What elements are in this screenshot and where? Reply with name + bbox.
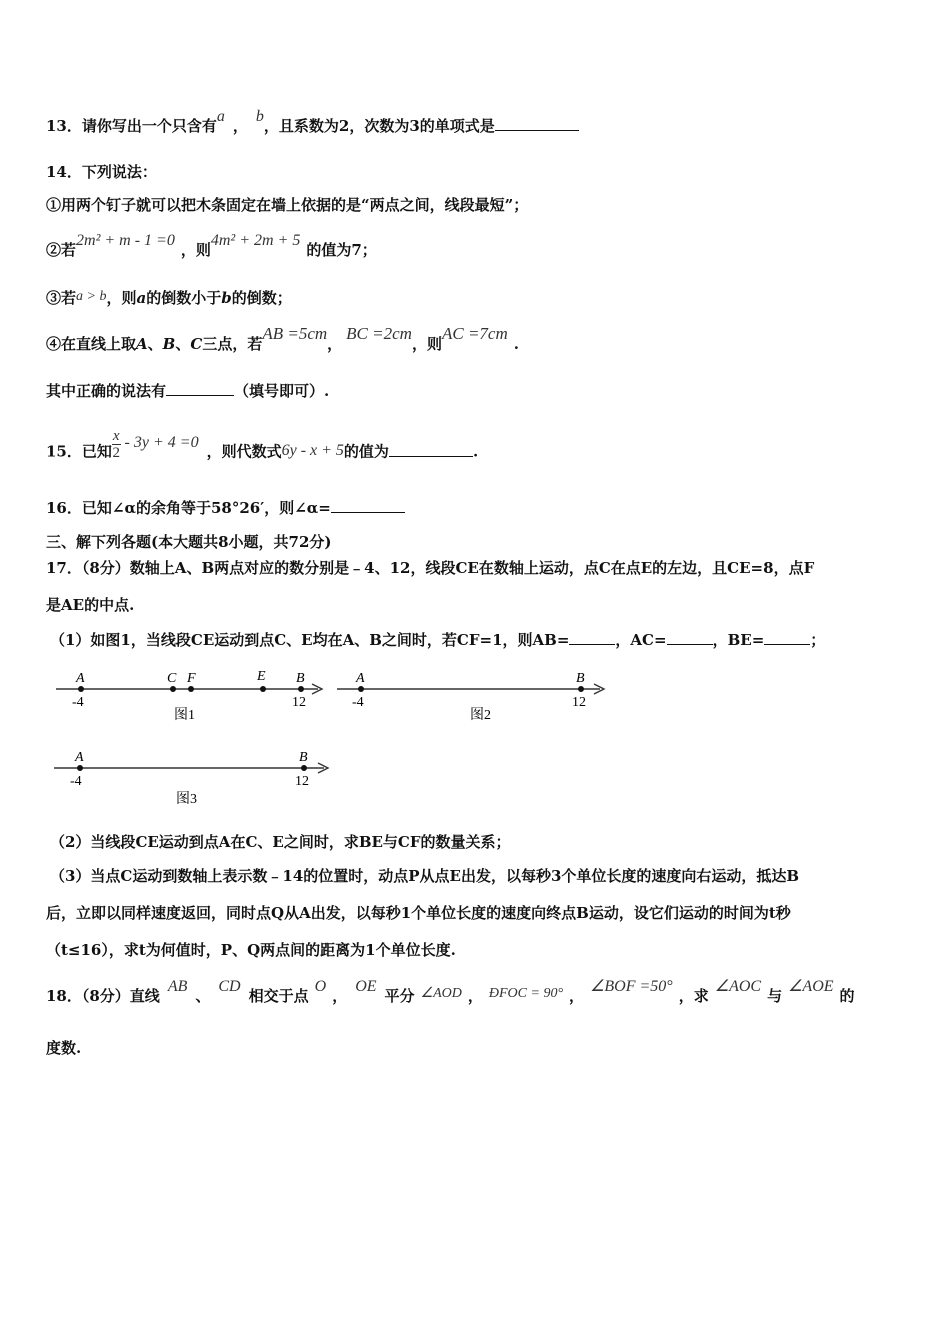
- q14-s3-suffix: 的倒数；: [231, 289, 292, 307]
- q18-oe: OE: [355, 978, 377, 995]
- q18-mid3: ，求: [678, 987, 709, 1005]
- q14-s4-C: C: [190, 335, 203, 353]
- question-18: [46, 978, 855, 1008]
- question-13: [46, 108, 579, 137]
- q17-line-2: 是AE的中点.: [46, 596, 135, 614]
- q15-end: .: [472, 442, 479, 461]
- fig1-value-minus4: -4: [72, 695, 84, 710]
- q14-s3-b: b: [221, 289, 232, 307]
- q13-sep: ，: [232, 117, 248, 135]
- q14-s4-prefix: ④在直线上取: [46, 335, 137, 353]
- fig3-value-minus4: -4: [70, 774, 82, 789]
- fig1-label-C: C: [167, 671, 177, 686]
- fig1-label-A: A: [76, 671, 85, 686]
- q18-mid2: 平分: [384, 987, 415, 1005]
- q14-s3-a: a: [136, 289, 147, 307]
- q17-part-3-line-1: （3）当点C运动到数轴上表示数﹣14的位置时，动点P从点E出发，以每秒3个单位长度的速度向右运动，抵达B: [50, 867, 800, 885]
- fig1-label-F: F: [187, 671, 196, 686]
- fig1-label-E: E: [257, 669, 266, 684]
- q17-ab-blank[interactable]: [569, 630, 615, 645]
- q18-prefix: 18．（8分）直线: [46, 987, 160, 1005]
- q17-ac-blank[interactable]: [667, 630, 713, 645]
- q17-part1-ac: ，AC=: [615, 631, 667, 649]
- q18-ab: AB: [167, 978, 188, 995]
- q18-aod: ∠AOD: [420, 986, 462, 1001]
- q14-s4-A: A: [136, 335, 148, 353]
- fig2-caption: 图2: [470, 708, 491, 723]
- q15-expr: 6y - x + 5: [281, 441, 344, 459]
- question-15: [46, 428, 479, 469]
- q14-s4-sep1: 、: [147, 335, 163, 353]
- q14-s4-ac: AC =7cm: [441, 324, 508, 343]
- section-3-title: 三、解下列各题(本大题共8小题，共72分): [46, 533, 332, 551]
- figure-3: [54, 750, 328, 807]
- q14-s3-mid2: 的倒数小于: [146, 289, 222, 307]
- q15-answer-blank[interactable]: [389, 442, 473, 457]
- fig1-value-12: 12: [292, 695, 306, 710]
- figure-1: [56, 669, 322, 723]
- q14-statement-2: [46, 232, 377, 261]
- q17-part-3-line-3: （t≤16），求t为何值时，P、Q两点间的距离为1个单位长度.: [46, 941, 456, 959]
- q13-answer-blank[interactable]: [495, 116, 579, 131]
- q13-var-a: a: [216, 108, 225, 125]
- q13-prefix: 13．请你写出一个只含有: [46, 117, 217, 135]
- q15-mid: ，则代数式: [206, 442, 282, 461]
- q15-prefix: 15．已知: [46, 442, 112, 461]
- q14-s3-cond: a > b: [76, 289, 107, 304]
- q14-s4-mid: 三点，若: [202, 335, 263, 353]
- q18-o: O: [314, 978, 327, 995]
- q13-var-b: b: [255, 108, 264, 125]
- q17-part1-be: ，BE=: [712, 631, 765, 649]
- q14-s4-sep2: 、: [175, 335, 191, 353]
- q14-s4-end: .: [513, 335, 519, 353]
- fig3-value-12: 12: [295, 774, 309, 789]
- q18-mid1: 相交于点: [248, 987, 309, 1005]
- q18-aoc: ∠AOC: [714, 978, 762, 995]
- q14-s2-suffix: 的值为7；: [306, 241, 377, 259]
- q15-frac-den: 2: [112, 445, 120, 461]
- q17-be-blank[interactable]: [764, 630, 810, 645]
- question-16: [46, 498, 405, 518]
- q15-fraction: [112, 428, 121, 461]
- fig2-label-B: B: [576, 671, 585, 686]
- q18-comma2: ，: [467, 987, 483, 1005]
- q14-s2-eq2: 4m² + 2m + 5: [210, 232, 301, 249]
- q14-s4-B: B: [162, 335, 176, 353]
- q18-aoe: ∠AOE: [788, 978, 834, 995]
- fig1-label-B: B: [296, 671, 305, 686]
- fig1-caption: 图1: [174, 708, 195, 723]
- q18-comma1: ，: [332, 987, 348, 1005]
- q14-statement-4: [46, 324, 519, 354]
- q16-answer-blank[interactable]: [331, 498, 405, 513]
- q18-line-2: 度数.: [46, 1039, 82, 1057]
- q14-answer-blank[interactable]: [166, 381, 234, 396]
- q15-eq-rest: - 3y + 4 =0: [124, 433, 199, 451]
- figure-2: [337, 671, 604, 723]
- question-14-title: 14．下列说法：: [46, 163, 157, 181]
- q18-suffix: 的: [839, 987, 855, 1005]
- q15-frac-num: x: [112, 428, 120, 444]
- fig2-label-A: A: [356, 671, 365, 686]
- q14-s3-mid: ，则: [106, 289, 137, 307]
- fig3-caption: 图3: [176, 792, 197, 807]
- q17-part-1: [50, 630, 825, 650]
- q14-s4-ab: AB =5cm: [262, 324, 328, 343]
- fig3-label-A: A: [75, 750, 84, 765]
- q14-s4-comma: ，: [327, 335, 343, 353]
- q18-comma3: ，: [569, 987, 585, 1005]
- q13-suffix: ，且系数为2，次数为3的单项式是: [263, 117, 495, 135]
- q14-s2-prefix: ②若: [46, 241, 77, 259]
- fig3-label-B: B: [299, 750, 308, 765]
- q17-part-2: （2）当线段CE运动到点A在C、E之间时，求BE与CF的数量关系；: [50, 833, 511, 851]
- q17-part1-prefix: （1）如图1，当线段CE运动到点C、E均在A、B之间时，若CF=1，则AB=: [50, 631, 570, 649]
- q17-line-1: 17．（8分）数轴上A、B两点对应的数分别是﹣4、12，线段CE在数轴上运动，点C在点E的左边，且CE=8，点F: [46, 559, 815, 577]
- q16-text: 16．已知∠α的余角等于58°26′，则∠α=: [46, 499, 331, 517]
- q14-conclusion-prefix: 其中正确的说法有: [46, 382, 167, 400]
- q14-s2-mid: ，则: [180, 241, 211, 259]
- q14-s2-eq1: 2m² + m - 1 =0: [76, 232, 175, 249]
- q15-suffix: 的值为: [343, 442, 389, 461]
- q14-s4-mid2: ，则: [411, 335, 442, 353]
- q18-mid4: 与: [767, 987, 783, 1005]
- q18-bof: ∠BOF =50°: [590, 978, 673, 995]
- fig2-value-minus4: -4: [352, 695, 364, 710]
- number-line-figures: [0, 664, 950, 814]
- q14-conclusion-suffix: （填号即可）.: [234, 382, 330, 400]
- fig2-value-12: 12: [572, 695, 586, 710]
- q14-conclusion: [46, 381, 329, 401]
- q14-statement-3: [46, 288, 292, 310]
- q14-s3-prefix: ③若: [46, 289, 77, 307]
- q17-part-3-line-2: 后，立即以同样速度返回，同时点Q从A出发，以每秒1个单位长度的速度向终点B运动，设它们运动的时间为t秒: [46, 904, 791, 922]
- q18-sep1: 、: [195, 987, 211, 1005]
- q14-s4-bc: BC =2cm: [346, 324, 412, 343]
- q18-cd: CD: [218, 978, 241, 995]
- q14-statement-1: ①用两个钉子就可以把木条固定在墙上依据的是“两点之间，线段最短”；: [46, 196, 529, 214]
- q17-part1-end: ；: [810, 631, 826, 649]
- q18-foc: ÐFOC = 90°: [488, 986, 564, 1001]
